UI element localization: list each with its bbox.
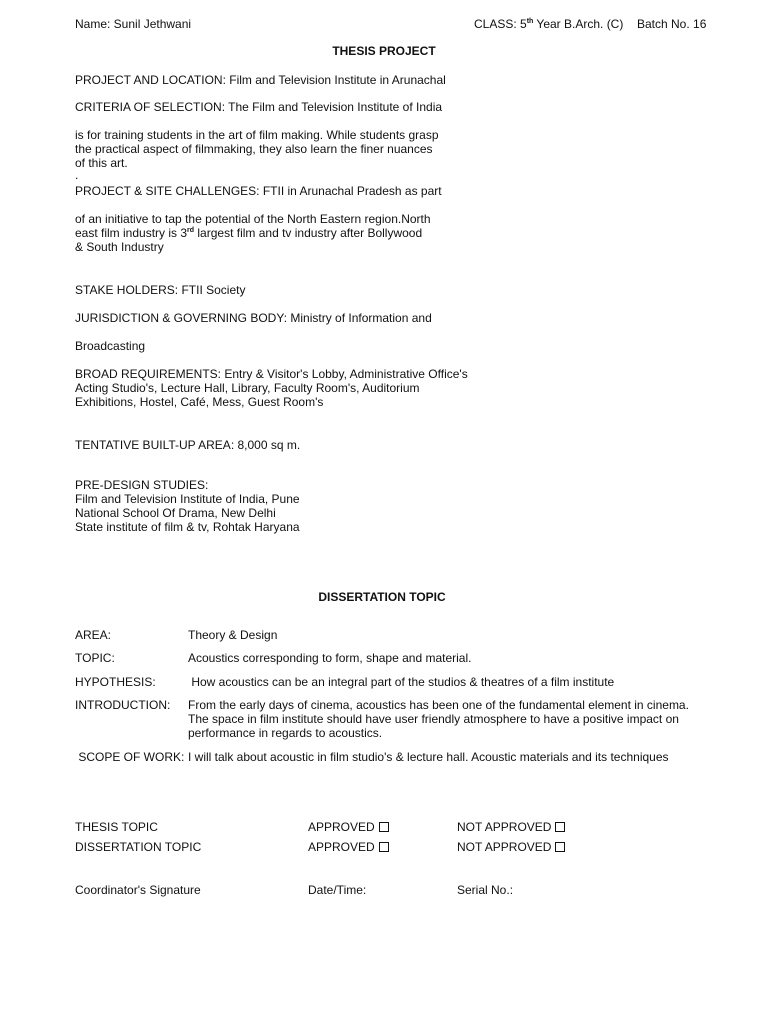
criteria-of-selection: CRITERIA OF SELECTION: The Film and Television Institute of India [75, 100, 443, 114]
date-time: Date/Time: [308, 883, 367, 897]
pre-design-item: Film and Television Institute of India, Pune [75, 492, 300, 506]
class-info [474, 17, 623, 31]
not-approved-label: NOT APPROVED [457, 840, 552, 854]
thesis-title: THESIS PROJECT [332, 44, 436, 58]
dissertation-topic-label: DISSERTATION TOPIC [75, 840, 202, 854]
criteria-line: the practical aspect of filmmaking, they also learn the finer nuances [75, 142, 433, 156]
jurisdiction: JURISDICTION & GOVERNING BODY: Ministry of Information and [75, 311, 432, 325]
challenges-line: of an initiative to tap the potential of the North Eastern region.North [75, 212, 431, 226]
scope-of-work-value [188, 750, 669, 764]
thesis-not-approved-option[interactable] [457, 820, 565, 834]
class-prefix: CLASS: 5 [474, 17, 527, 31]
dissertation-title: DISSERTATION TOPIC [318, 590, 446, 604]
topic-label: TOPIC: [75, 651, 115, 665]
broad-requirements [75, 367, 468, 409]
pre-design-item: National School Of Drama, New Delhi [75, 506, 276, 520]
introduction-value [188, 698, 689, 740]
topic-value-text: Acoustics corresponding to form, shape and material. [188, 651, 472, 665]
thesis-topic-label: THESIS TOPIC [75, 820, 158, 834]
challenges-line: & South Industry [75, 240, 164, 254]
hypothesis-value [188, 675, 614, 689]
requirements-line: Exhibitions, Hostel, Café, Mess, Guest Room's [75, 395, 324, 409]
area-value [188, 628, 277, 642]
requirements-line: BROAD REQUIREMENTS: Entry & Visitor's Lobby, Administrative Office's [75, 367, 468, 381]
pre-design-item: State institute of film & tv, Rohtak Haryana [75, 520, 300, 534]
tentative-built-up-area: TENTATIVE BUILT-UP AREA: 8,000 sq m. [75, 438, 301, 452]
challenges-text: east film industry is 3 [75, 226, 188, 240]
class-superscript: th [526, 18, 534, 25]
not-approved-label: NOT APPROVED [457, 820, 552, 834]
dissertation-not-approved-option[interactable] [457, 840, 565, 854]
area-label: AREA: [75, 628, 112, 642]
project-location: PROJECT AND LOCATION: Film and Television Institute in Arunachal [75, 73, 446, 87]
jurisdiction-continued: Broadcasting [75, 339, 146, 353]
introduction-label: INTRODUCTION: [75, 698, 171, 712]
challenges-text: largest film and tv industry after Bollywood [194, 226, 423, 240]
approved-label: APPROVED [308, 840, 375, 854]
scope-value-text: I will talk about acoustic in film studio's & lecture hall. Acoustic materials and its techniques [188, 750, 669, 764]
introduction-line: The space in film institute should have user friendly atmosphere to have a positive impact on [188, 712, 679, 726]
thesis-approved-option[interactable] [308, 820, 389, 834]
requirements-line: Acting Studio's, Lecture Hall, Library, Faculty Room's, Auditorium [75, 381, 420, 395]
not-approved-checkbox[interactable] [555, 842, 565, 852]
student-name: Name: Sunil Jethwani [75, 17, 192, 31]
dissertation-approved-option[interactable] [308, 840, 389, 854]
not-approved-checkbox[interactable] [555, 822, 565, 832]
topic-value [188, 651, 471, 665]
criteria-line: is for training students in the art of film making. While students grasp [75, 128, 439, 142]
hypothesis-label: HYPOTHESIS: [75, 675, 156, 689]
stake-holders: STAKE HOLDERS: FTII Society [75, 283, 246, 297]
coordinator-signature: Coordinator's Signature [75, 883, 201, 897]
batch-number: Batch No. 16 [637, 17, 707, 31]
criteria-body [75, 128, 439, 170]
pre-design-studies [75, 478, 300, 534]
challenges-line [75, 226, 431, 240]
introduction-line: performance in regards to acoustics. [188, 726, 383, 740]
approved-checkbox[interactable] [379, 822, 389, 832]
challenges-body [75, 212, 431, 254]
approved-checkbox[interactable] [379, 842, 389, 852]
criteria-line: of this art. [75, 156, 128, 170]
hypothesis-value-text: How acoustics can be an integral part of the studios & theatres of a film institute [188, 675, 615, 689]
serial-number: Serial No.: [457, 883, 514, 897]
introduction-line: From the early days of cinema, acoustics has been one of the fundamental element in cinema. [188, 698, 689, 712]
project-site-challenges: PROJECT & SITE CHALLENGES: FTII in Arunachal Pradesh as part [75, 184, 442, 198]
area-value-text: Theory & Design [188, 628, 278, 642]
scope-of-work-label: SCOPE OF WORK: [75, 750, 185, 764]
stray-dot: . [75, 168, 79, 182]
class-suffix: Year B.Arch. (C) [533, 17, 624, 31]
approved-label: APPROVED [308, 820, 375, 834]
pre-design-heading: PRE-DESIGN STUDIES: [75, 478, 209, 492]
ordinal-superscript: rd [187, 227, 195, 234]
